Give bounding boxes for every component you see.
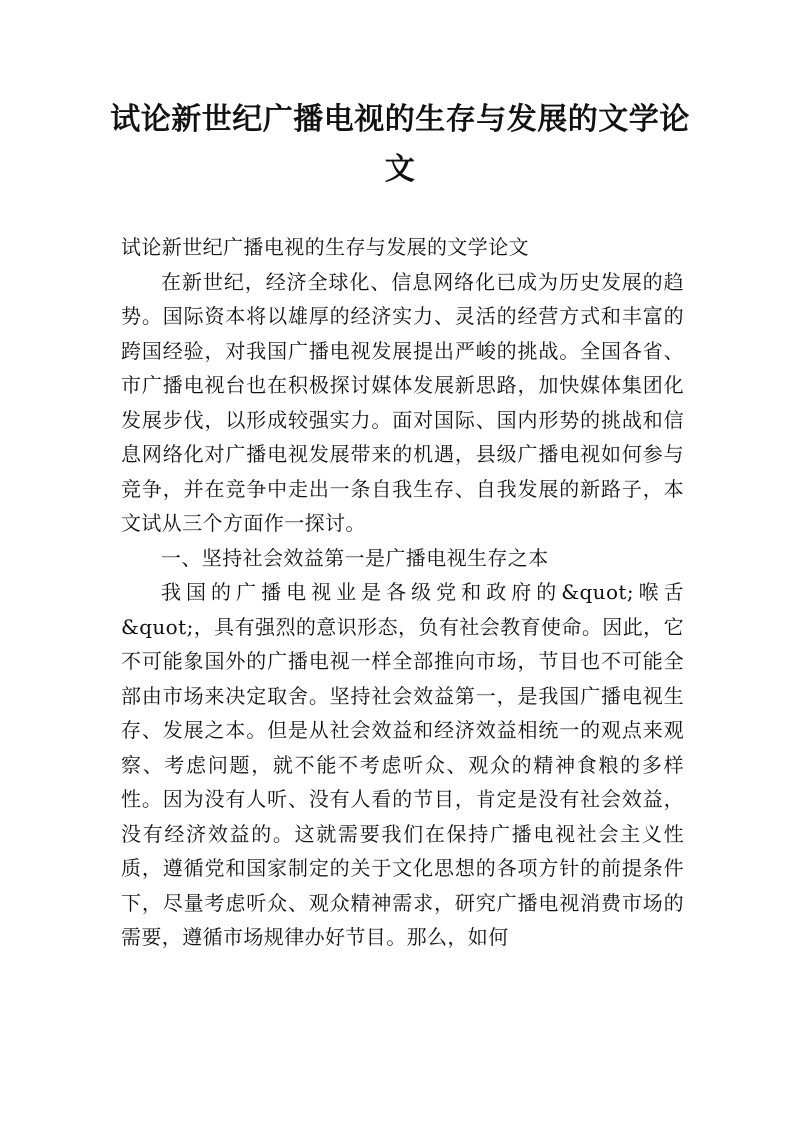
paragraph-section-1: 我国的广播电视业是各级党和政府的&quot;喉舌&quot;，具有强烈的意识形态，负有社会教育使命。因此，它不可能象国外的广播电视一样全部推向市场，节目也不可能全部由市场来决定取舍。坚持社会效益第一，是我国广播电视生存、发展之本。但是从社会效益和经济效益相统一的观点来观察、考虑问题，就不能不考虑听众、观众的精神食粮的多样性。因为没有人听、没有人看的节目，肯定是没有社会效益，没有经济效益的。这就需要我们在保持广播电视社会主义性质，遵循党和国家制定的关于文化思想的各项方针的前提条件下，尽量考虑听众、观众精神需求，研究广播电视消费市场的需要，遵循市场规律办好节目。那么，如何: [121, 580, 684, 949]
document-body: [121, 230, 684, 955]
section-heading: 一、坚持社会效益第一是广播电视生存之本: [161, 545, 549, 570]
document-title: 试论新世纪广播电视的生存与发展的文学论文: [110, 102, 690, 187]
paragraph-intro: 在新世纪，经济全球化、信息网络化已成为历史发展的趋势。国际资本将以雄厚的经济实力、灵活的经营方式和丰富的跨国经验，对我国广播电视发展提出严峻的挑战。全国各省、市广播电视台也在积极探讨媒体发展新思路，加快媒体集团化发展步伐，以形成较强实力。面对国际、国内形势的挑战和信息网络化对广播电视发展带来的机遇，县级广播电视如何参与竞争，并在竞争中走出一条自我生存、自我发展的新路子，本文试从三个方面作一探讨。: [121, 269, 684, 535]
document-subtitle: 试论新世纪广播电视的生存与发展的文学论文: [121, 235, 529, 259]
